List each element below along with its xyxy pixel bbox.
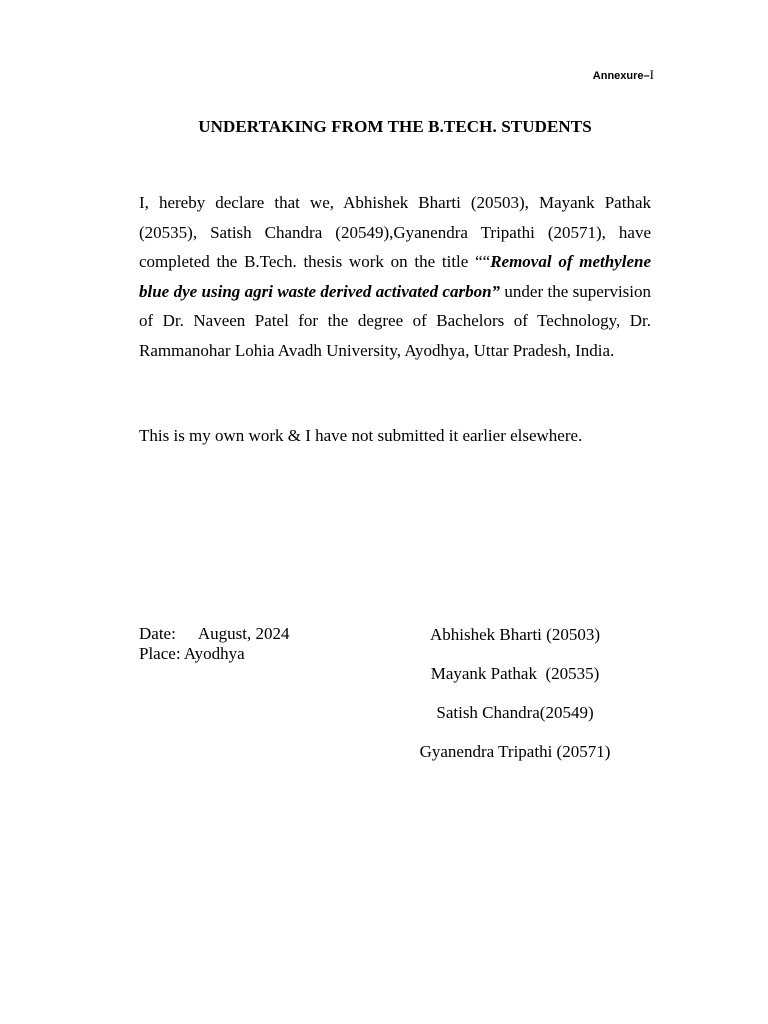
place-label: Place:	[139, 644, 181, 663]
declaration-text-after: under the supervision of Dr. Naveen Patel for the degree of Bachelors of Technology, Dr. Rammanohar Lohia Avadh University, Ayodhya, Uttar Pradesh, India.	[139, 281, 652, 360]
place-line	[139, 644, 289, 664]
declaration-paragraph	[139, 188, 651, 365]
declaration-text-before: I, hereby declare that we, Abhishek Bharti (20503), Mayank Pathak (20535), Satish Chandra (20549),Gyanendra Tripathi (20571), have completed the B.Tech. thesis work on the title ““	[139, 193, 651, 271]
date-label: Date:	[139, 624, 176, 643]
signatory-name: Mayank Pathak (20535)	[430, 664, 600, 683]
annexure-dash: –	[643, 70, 650, 82]
signatory-name: Gyanendra Tripathi (20571)	[419, 742, 611, 761]
thesis-title: Removal of methylene blue dye using agri waste derived activated carbon”	[139, 252, 651, 301]
annexure-label	[593, 67, 654, 83]
date-line	[139, 624, 289, 644]
signatory-name: Abhishek Bharti (20503)	[430, 625, 600, 644]
place-value: Ayodhya	[183, 644, 245, 663]
annexure-text: Annexure	[592, 70, 644, 82]
page-title: UNDERTAKING FROM THE B.TECH. STUDENTS	[198, 117, 592, 136]
annexure-number: I	[649, 67, 654, 82]
signatory-name: Satish Chandra(20549)	[436, 703, 594, 722]
date-value: August, 2024	[197, 624, 290, 643]
own-work-statement: This is my own work & I have not submitted it earlier elsewhere.	[139, 426, 583, 445]
date-place-block	[139, 624, 289, 664]
signatories-list	[400, 624, 630, 780]
